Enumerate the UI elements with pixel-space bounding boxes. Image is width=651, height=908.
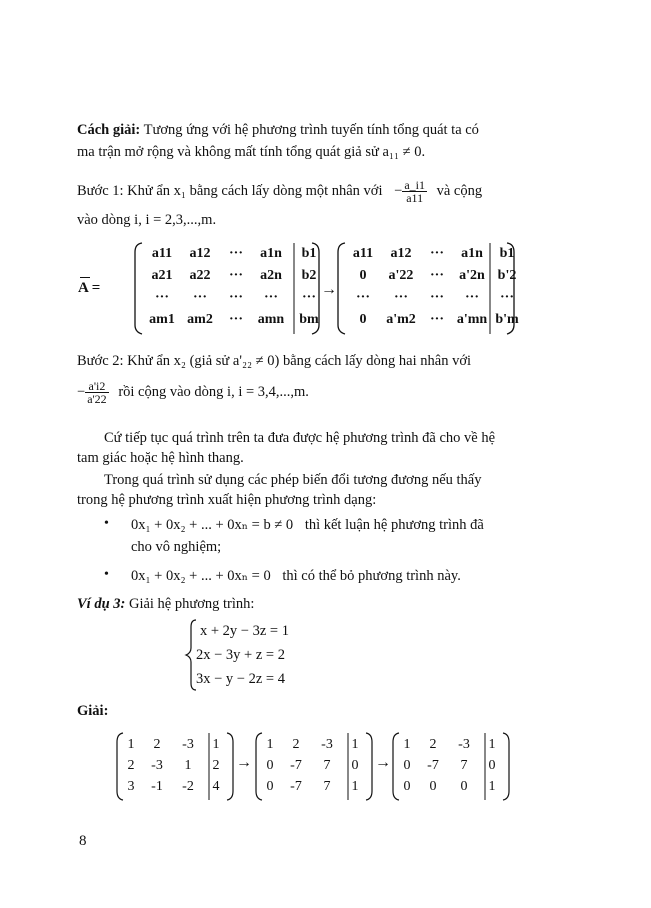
solution-matrix-2 xyxy=(259,735,367,798)
sol-m2-cell: 0 xyxy=(266,758,274,773)
matrix-a-left-cell: amn xyxy=(257,312,285,327)
matrix-a-arrow: → xyxy=(321,281,337,298)
matrix-a-right-cell: ··· xyxy=(429,268,444,283)
step2-prefix: Bước 2: Khử ẩn x₂ (giả sử a'₂₂ ≠ 0) bằng cách lấy dòng hai nhân với xyxy=(77,353,472,369)
sol-m3-cell: -3 xyxy=(458,737,470,752)
matrix-a-right-cell: ··· xyxy=(429,290,444,305)
bullet-1-dot: • xyxy=(104,516,109,531)
step2-line-2: − $\frac{a'i2}{a'22}$ rồi cộng vào dòng i, i = 3,4,...,m. xyxy=(77,379,309,406)
sol-m2-cell: 1 xyxy=(266,737,274,752)
matrix-a-left-cell: bm xyxy=(299,312,319,327)
method-text-1: Tương ứng với hệ phương trình tuyến tính tổng quát ta có xyxy=(143,122,479,138)
sol-m3-cell: 0 xyxy=(429,779,437,794)
solution-matrix-1 xyxy=(120,735,228,798)
sol-m1-cell: 1 xyxy=(127,737,135,752)
matrix-a-left-cell: ··· xyxy=(192,290,207,305)
method-label: Cách giải: xyxy=(77,122,141,138)
step2-fraction: $\frac{a'i2}{a'22}$ xyxy=(87,379,107,406)
sol-m3-cell: -7 xyxy=(427,758,439,773)
matrix-a-left-cell: ··· xyxy=(228,312,243,327)
matrix-a-right-cell: a'2n xyxy=(459,268,485,283)
sol-m1-cell: 1 xyxy=(212,737,220,752)
step1-suffix: và cộng xyxy=(436,182,483,199)
para2-line-2: trong hệ phương trình xuất hiện phương trình dạng: xyxy=(77,492,377,508)
sol-m1-cell: 3 xyxy=(127,779,135,794)
sol-m3-cell: 1 xyxy=(488,737,496,752)
matrix-a-right-cell: a'22 xyxy=(388,268,414,283)
matrix-a-right-cell: 0 xyxy=(359,312,367,327)
equation-3: 3x − y − 2z = 4 xyxy=(196,671,285,687)
sol-m1-cell: 2 xyxy=(212,758,220,773)
matrix-a-left-cell: a21 xyxy=(151,268,173,283)
equation-1: x + 2y − 3z = 1 xyxy=(200,623,289,639)
bullet-2-text: thì có thể bỏ phương trình này. xyxy=(282,568,461,584)
sol-m2-cell: 0 xyxy=(351,758,359,773)
matrix-a-left-cell: a11 xyxy=(151,246,173,261)
matrix-a-right-cell: ··· xyxy=(464,290,479,305)
matrix-a-left-cell: am1 xyxy=(149,312,175,327)
sol-m3-cell: 0 xyxy=(403,779,411,794)
sol-m1-cell: -2 xyxy=(182,779,194,794)
matrix-a-right-cell: a'mn xyxy=(456,312,488,327)
sol-m2-cell: 1 xyxy=(351,737,359,752)
matrix-a-left-cell: b1 xyxy=(301,246,317,261)
sol-m3-cell: 1 xyxy=(488,779,496,794)
matrix-a-left-cell: ··· xyxy=(301,290,316,305)
sol-m3-cell: 0 xyxy=(460,779,468,794)
matrix-a-right-cell: ··· xyxy=(429,312,444,327)
matrix-a-right-cell: b1 xyxy=(499,246,515,261)
sol-m3-cell: 0 xyxy=(403,758,411,773)
sol-m1-cell: -1 xyxy=(151,779,163,794)
para2-line-1: Trong quá trình sử dụng các phép biến đổi tương đương nếu thấy xyxy=(104,472,482,488)
bullet-1-formula: 0x₁ + 0x₂ + ... + 0xₙ = b ≠ 0 xyxy=(131,517,294,533)
matrix-a-left-cell: a22 xyxy=(189,268,211,283)
matrix-a-left-cell: a12 xyxy=(189,246,211,261)
matrix-a-right-cell: a12 xyxy=(390,246,412,261)
sol-m2-cell: 1 xyxy=(351,779,359,794)
step1-line-2: vào dòng i, i = 2,3,...,m. xyxy=(77,212,217,228)
sol-m3-cell: 1 xyxy=(403,737,411,752)
matrix-a-left-cell: am2 xyxy=(187,312,213,327)
bullet-2-dot: • xyxy=(104,567,109,582)
bullet-1-text: thì kết luận hệ phương trình đã xyxy=(304,517,484,533)
sol-m2-cell: -7 xyxy=(290,758,302,773)
matrix-a-right-cell: ··· xyxy=(499,290,514,305)
matrix-a-right-cell: a1n xyxy=(461,246,483,261)
matrix-a-left-cell: ··· xyxy=(228,246,243,261)
page-number: 8 xyxy=(79,833,87,849)
matrix-a-right-cell: ··· xyxy=(393,290,408,305)
sol-m1-cell: -3 xyxy=(151,758,163,773)
sol-m2-cell: 7 xyxy=(323,779,331,794)
sol-m1-cell: 1 xyxy=(184,758,192,773)
matrix-a-right-cell: a'm2 xyxy=(386,312,416,327)
step1-line-1: Bước 1: Khử ẩn x₁ bằng cách lấy dòng một nhân với − $\frac{a\_i1}{a11}$ và cộng xyxy=(77,178,483,205)
para1-line-1: Cứ tiếp tục quá trình trên ta đưa được hệ phương trình đã cho về hệ xyxy=(104,430,496,446)
sol-m1-cell: 2 xyxy=(153,737,161,752)
step1-prefix: Bước 1: Khử ẩn x₁ bằng cách lấy dòng một nhân với xyxy=(77,182,383,199)
solution-arrow-1: → xyxy=(236,754,252,771)
example-label: Ví dụ 3: xyxy=(77,596,126,612)
matrix-a-left-cell: ··· xyxy=(228,290,243,305)
matrix-a-left-cell: b2 xyxy=(301,268,317,283)
example-text: Giải hệ phương trình: xyxy=(128,596,255,612)
matrix-a-label: A = xyxy=(78,280,101,296)
sol-m1-cell: -3 xyxy=(182,737,194,752)
para1-line-2: tam giác hoặc hệ hình thang. xyxy=(77,450,244,466)
solution-arrow-2: → xyxy=(375,754,391,771)
matrix-a-right-cell: b'2 xyxy=(497,268,517,283)
matrix-a-left-cell: a1n xyxy=(260,246,282,261)
sol-m2-cell: -7 xyxy=(290,779,302,794)
step2-suffix: rồi cộng vào dòng i, i = 3,4,...,m. xyxy=(118,383,309,400)
matrix-a-right-cell: b'm xyxy=(495,312,519,327)
bullet-2-formula: 0x₁ + 0x₂ + ... + 0xₙ = 0 xyxy=(131,568,271,584)
matrix-a-right-cell: ··· xyxy=(429,246,444,261)
solution-label: Giải: xyxy=(77,703,109,719)
sol-m1-cell: 2 xyxy=(127,758,135,773)
matrix-a-left-cell: a2n xyxy=(260,268,282,283)
sol-m2-cell: 2 xyxy=(292,737,300,752)
sol-m3-cell: 2 xyxy=(429,737,437,752)
matrix-a-right-cell: ··· xyxy=(355,290,370,305)
method-text-2: ma trận mở rộng và không mất tính tổng quát giả sử a₁₁ ≠ 0. xyxy=(77,144,426,160)
matrix-a-left-cell: ··· xyxy=(263,290,278,305)
solution-matrix-3 xyxy=(396,735,504,798)
sol-m3-cell: 7 xyxy=(460,758,468,773)
sol-m2-cell: 7 xyxy=(323,758,331,773)
matrix-a-left-cell: ··· xyxy=(154,290,169,305)
bullet-1-text-2: cho vô nghiệm; xyxy=(131,539,222,555)
sol-m3-cell: 0 xyxy=(488,758,496,773)
matrix-a-right-cell: a11 xyxy=(352,246,374,261)
sol-m1-cell: 4 xyxy=(212,779,220,794)
equation-2: 2x − 3y + z = 2 xyxy=(196,647,285,663)
step1-fraction: $\frac{a\_i1}{a11}$ xyxy=(404,178,425,205)
matrix-a-left-cell: ··· xyxy=(228,268,243,283)
matrix-a-right-cell: 0 xyxy=(359,268,367,283)
sol-m2-cell: -3 xyxy=(321,737,333,752)
sol-m2-cell: 0 xyxy=(266,779,274,794)
